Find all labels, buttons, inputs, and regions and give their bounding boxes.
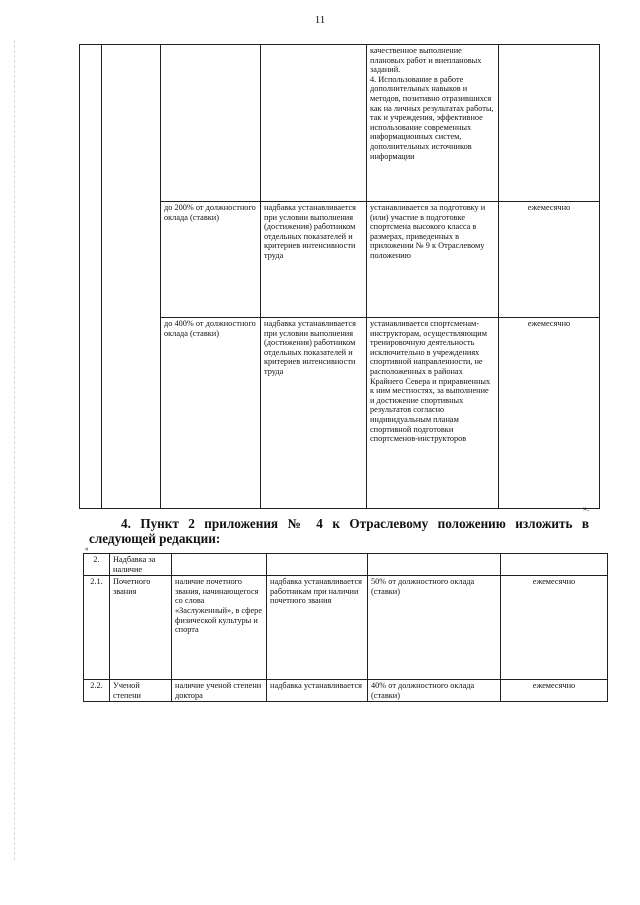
- period-cell: ежемесячно: [501, 680, 608, 702]
- table-header-row: [84, 554, 608, 576]
- opening-quote: «: [85, 545, 89, 553]
- condition-cell: надбавка устанавливается: [267, 680, 368, 702]
- table-cell-empty: [501, 554, 608, 576]
- amount-cell: до 400% от должностного оклада (ставки): [161, 318, 261, 509]
- table-cell-empty: [80, 45, 102, 509]
- table-cell-empty: [172, 554, 267, 576]
- table-cell-empty: [102, 45, 161, 509]
- closing-quote: ».: [583, 504, 589, 513]
- condition-cell: надбавка устанавливается работникам при наличии почетного звания: [267, 576, 368, 680]
- condition-cell: надбавка устанавливается при условии выполнения (достижения) работником отдельных показателей и критериев интенсивности труда: [261, 202, 367, 318]
- table-cell-empty: [161, 45, 261, 202]
- basis-cell: наличие почетного звания, начинающегося со слова «Заслуженный», в сфере физической культуры и спорта: [172, 576, 267, 680]
- allowance-name-cell: Почетного звания: [110, 576, 172, 680]
- criteria-cell: устанавливается за подготовку и (или) участие в подготовке спортсмена высокого класса в размерах, приведенных в приложении № 9 к Отраслевому положению: [367, 202, 499, 318]
- allowance-table: [83, 553, 608, 702]
- amount-cell: 40% от должностного оклада (ставки): [368, 680, 501, 702]
- amendment-paragraph: [89, 516, 589, 546]
- table-cell-empty: [499, 45, 600, 202]
- criteria-cell: устанавливается спортсменам-инструкторам, осуществляющим тренировочную деятельность исключительно в учреждениях спортивной направленности, не расположенных в районах Крайнего Севера и приравненных к ним местностях, за выполнение и достижение спортивных результатов согласно индивидуальным планам спортивной подготовки спортсменов-инструкторов: [367, 318, 499, 509]
- table-row: [84, 576, 608, 680]
- basis-cell: наличие ученой степени доктора: [172, 680, 267, 702]
- table-cell-empty: [261, 45, 367, 202]
- allowance-name-cell: Надбавка за наличие: [110, 554, 172, 576]
- period-cell: ежемесячно: [499, 318, 600, 509]
- scan-margin-marks: [14, 40, 19, 860]
- table-cell-empty: [368, 554, 501, 576]
- allowance-name-cell: Ученой степени: [110, 680, 172, 702]
- amount-cell: 50% от должностного оклада (ставки): [368, 576, 501, 680]
- row-number-cell: 2.2.: [84, 680, 110, 702]
- table-row: [84, 680, 608, 702]
- row-number-cell: 2.1.: [84, 576, 110, 680]
- table-row: [80, 45, 600, 202]
- criteria-cell: качественное выполнение плановых работ и внеплановых заданий. 4. Использование в работе дополнительных навыков и методов, позитивно отразившихся как на личных результатах работы, так и учреждения, эффективное использование современных информационных систем, дополнительных источников информации: [367, 45, 499, 202]
- period-cell: ежемесячно: [499, 202, 600, 318]
- table-cell-empty: [267, 554, 368, 576]
- condition-cell: надбавка устанавливается при условии выполнения (достижения) работником отдельных показателей и критериев интенсивности труда: [261, 318, 367, 509]
- period-cell: ежемесячно: [501, 576, 608, 680]
- amendment-text: 4. Пункт 2 приложения № 4 к Отраслевому положению изложить в следующей редакции:: [89, 516, 589, 546]
- page-number: 11: [314, 14, 326, 26]
- row-number-cell: 2.: [84, 554, 110, 576]
- payment-criteria-table: [79, 44, 600, 509]
- amount-cell: до 200% от должностного оклада (ставки): [161, 202, 261, 318]
